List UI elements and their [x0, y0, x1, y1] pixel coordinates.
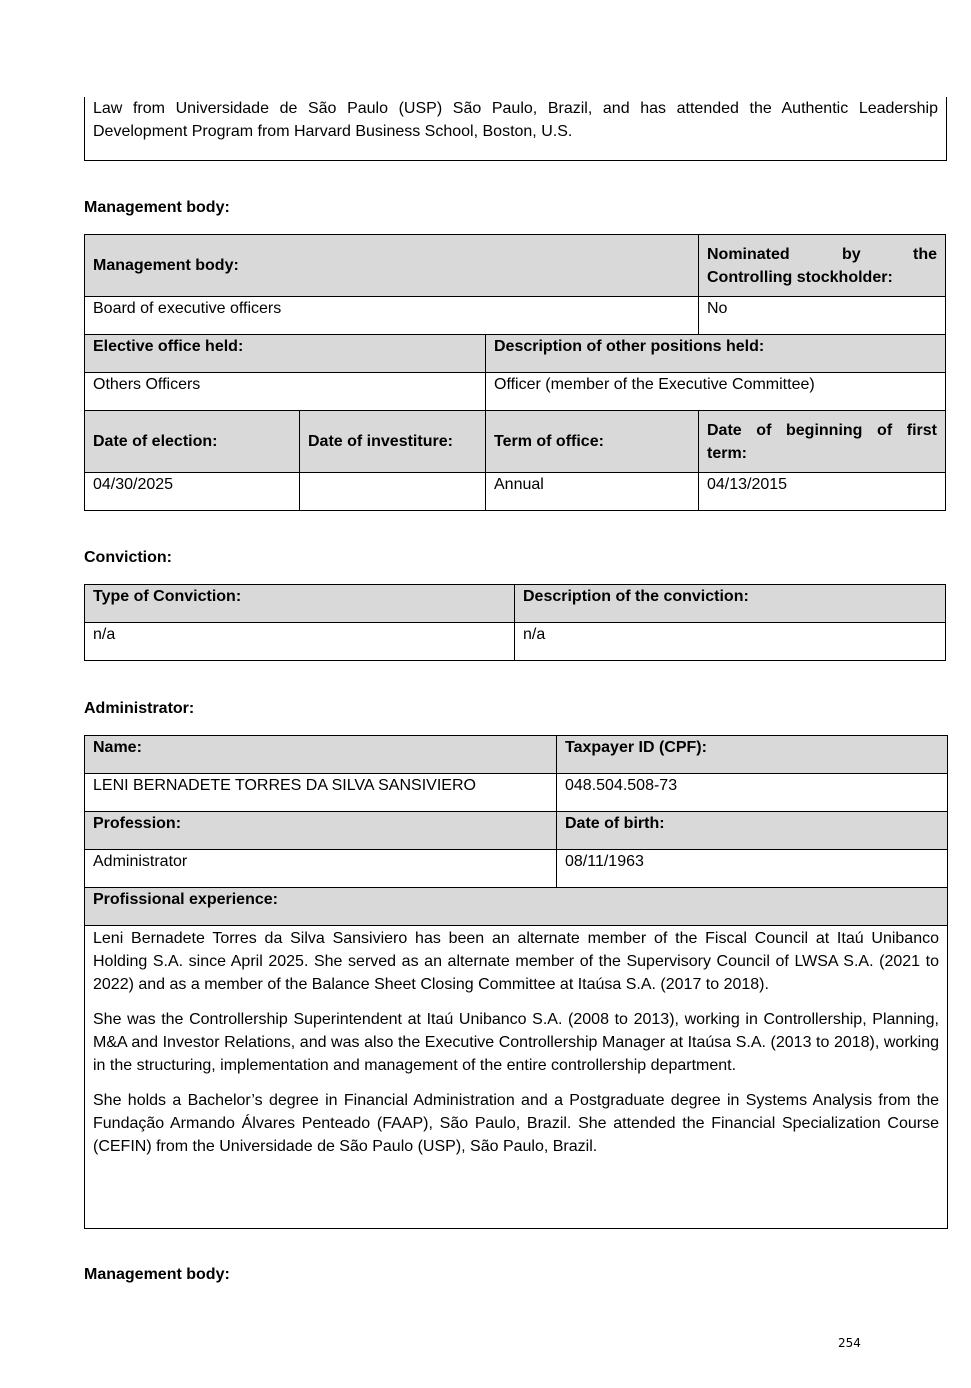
conviction-table	[84, 584, 946, 661]
nominated-label-line1: Nominated by the	[707, 245, 937, 263]
elective-office-value: Others Officers	[85, 373, 486, 411]
conviction-type-label: Type of Conviction:	[85, 585, 515, 623]
experience-paragraph: She holds a Bachelor’s degree in Financial Administration and a Postgraduate degree in Systems Analysis from the Fundação Armando Álvares Penteado (FAAP), São Paulo, Brazil. She attended the Financial Specialization Course (CEFIN) from the Universidade de São Paulo (USP), São Paulo, Brazil.	[93, 1092, 939, 1155]
management-body-heading-2: Management body:	[84, 1266, 230, 1283]
intro-table	[84, 97, 947, 161]
other-positions-label: Description of other positions held:	[486, 335, 946, 373]
experience-text	[85, 926, 948, 1229]
profession-value: Administrator	[85, 850, 557, 888]
date-of-investiture-label: Date of investiture:	[300, 411, 486, 473]
management-body-value: Board of executive officers	[85, 297, 699, 335]
conviction-type-value: n/a	[85, 623, 515, 661]
page-number: 254	[838, 1336, 861, 1350]
term-of-office-value: Annual	[486, 473, 699, 511]
management-body-heading: Management body:	[84, 199, 230, 216]
date-of-investiture-value	[300, 473, 486, 511]
profession-label: Profession:	[85, 812, 557, 850]
first-term-label: Date of beginning of first term:	[699, 411, 946, 473]
conviction-description-value: n/a	[515, 623, 946, 661]
first-term-value: 04/13/2015	[699, 473, 946, 511]
conviction-description-label: Description of the conviction:	[515, 585, 946, 623]
nominated-label-line2: Controlling stockholder:	[707, 268, 893, 286]
experience-label: Profissional experience:	[85, 888, 948, 926]
name-label: Name:	[85, 736, 557, 774]
conviction-heading: Conviction:	[84, 549, 172, 566]
nominated-value: No	[699, 297, 946, 335]
term-of-office-label: Term of office:	[486, 411, 699, 473]
name-value: LENI BERNADETE TORRES DA SILVA SANSIVIERO	[85, 774, 557, 812]
other-positions-value: Officer (member of the Executive Committee)	[486, 373, 946, 411]
elective-office-label: Elective office held:	[85, 335, 486, 373]
administrator-table	[84, 735, 948, 1229]
date-of-election-value: 04/30/2025	[85, 473, 300, 511]
nominated-label	[699, 235, 946, 297]
date-of-election-label: Date of election:	[85, 411, 300, 473]
cpf-value: 048.504.508-73	[557, 774, 948, 812]
date-of-birth-label: Date of birth:	[557, 812, 948, 850]
management-body-table	[84, 234, 946, 511]
experience-paragraph: Leni Bernadete Torres da Silva Sansiviero has been an alternate member of the Fiscal Council at Itaú Unibanco Holding S.A. since April 2025. She served as an alternate member of the Supervisory Council of LWSA S.A. (2021 to 2022) and as a member of the Balance Sheet Closing Committee at Itaúsa S.A. (2017 to 2018).	[93, 930, 939, 993]
date-of-birth-value: 08/11/1963	[557, 850, 948, 888]
cpf-label: Taxpayer ID (CPF):	[557, 736, 948, 774]
experience-paragraph: She was the Controllership Superintendent at Itaú Unibanco S.A. (2008 to 2013), working in Controllership, Planning, M&A and Investor Relations, and was also the Executive Controllership Manager at Itaúsa S.A. (2013 to 2018), working in the structuring, implementation and management of the entire controllership department.	[93, 1011, 939, 1074]
administrator-heading: Administrator:	[84, 700, 195, 717]
intro-text: Law from Universidade de São Paulo (USP) São Paulo, Brazil, and has attended the Authentic Leadership Development Program from Harvard Business School, Boston, U.S.	[85, 97, 947, 160]
management-body-label: Management body:	[85, 235, 699, 297]
